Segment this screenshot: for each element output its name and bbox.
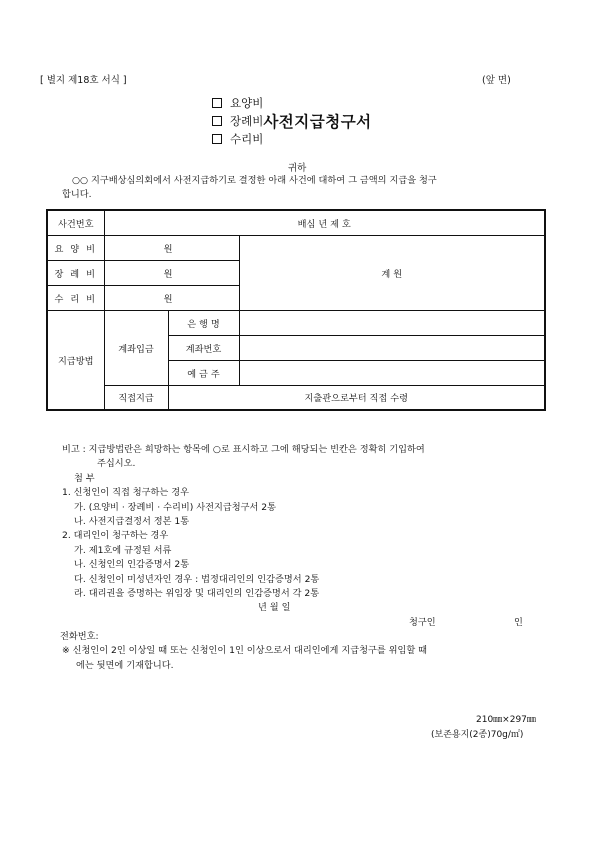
- account-holder-label: 예 금 주: [168, 360, 239, 385]
- checkbox-funeral[interactable]: [212, 116, 222, 126]
- addressee: 귀하: [288, 163, 307, 174]
- intro-paragraph: [62, 174, 540, 202]
- attach-item-2b: 나. 신청인의 인감증명서 2통: [74, 559, 190, 571]
- page-title: 사전지급청구서: [263, 113, 372, 131]
- care-cost-field[interactable]: 원: [104, 235, 239, 260]
- funeral-cost-label: 장 례 비: [47, 260, 104, 285]
- attach-item-2: 2. 대리인이 청구하는 경우: [62, 530, 169, 542]
- title-item-repair: 수리비: [230, 132, 264, 146]
- title-item-funeral: 장례비: [230, 114, 264, 128]
- total-field[interactable]: 계 원: [239, 235, 545, 310]
- case-no-label: 사건번호: [47, 210, 104, 235]
- page-side: (앞 면): [482, 75, 511, 86]
- paper-size: 210㎜×297㎜: [476, 715, 536, 725]
- account-holder-field[interactable]: [239, 360, 545, 385]
- phone-label[interactable]: 전화번호:: [60, 630, 99, 642]
- checkbox-repair[interactable]: [212, 134, 222, 144]
- intro-line-2: 합니다.: [62, 189, 92, 200]
- direct-payment-option[interactable]: 직접지급: [104, 385, 168, 410]
- repair-cost-field[interactable]: 원: [104, 285, 239, 310]
- case-no-field[interactable]: 배심 년 제 호: [104, 210, 545, 235]
- attach-item-1: 1. 신청인이 직접 청구하는 경우: [62, 487, 189, 499]
- title-block: [212, 94, 372, 148]
- attach-item-1b: 나. 사전지급결정서 정본 1통: [74, 516, 190, 528]
- attach-item-2d: 라. 대리권을 증명하는 위임장 및 대리인의 인감증명서 각 2통: [74, 588, 320, 600]
- intro-line-1: ○○ 지구배상심의회에서 사전지급하기로 결정한 아래 사건에 대하여 그 금액의 지급을 청구: [72, 175, 437, 186]
- direct-payment-field: 지출관으로부터 직접 수령: [168, 385, 545, 410]
- seal-mark: 인: [514, 616, 523, 628]
- claimant-label: 청구인: [409, 616, 436, 628]
- repair-cost-label: 수 리 비: [47, 285, 104, 310]
- remark-line-2: 주십시오.: [97, 458, 136, 470]
- claim-form-table: [46, 209, 546, 411]
- payment-method-label: 지급방법: [47, 310, 104, 410]
- attach-item-2c: 다. 신청인이 미성년자인 경우 : 법정대리인의 인감증명서 2통: [74, 573, 320, 585]
- attach-item-1a: 가. (요양비 · 장례비 · 수리비) 사전지급청구서 2통: [74, 501, 276, 513]
- note-line-1: ※ 신청인이 2인 이상일 때 또는 신청인이 1인 이상으로서 대리인에게 지급청구를 위임할 때: [62, 645, 428, 657]
- form-number: [ 별지 제18호 서식 ]: [40, 75, 127, 86]
- note-line-2: 에는 뒷면에 기재합니다.: [76, 659, 174, 671]
- title-item-care: 요양비: [230, 96, 264, 110]
- remark-line-1: 비고 : 지급방법란은 희망하는 항목에 ○로 표시하고 그에 해당되는 빈칸은 정확히 기입하여: [62, 444, 425, 455]
- bank-name-field[interactable]: [239, 310, 545, 335]
- funeral-cost-field[interactable]: 원: [104, 260, 239, 285]
- attachments-heading: 첨 부: [74, 472, 95, 484]
- attach-item-2a: 가. 제1호에 규정된 서류: [74, 544, 172, 556]
- bank-transfer-option[interactable]: 계좌입금: [104, 310, 168, 385]
- account-number-label: 계좌번호: [168, 335, 239, 360]
- bank-name-label: 은 행 명: [168, 310, 239, 335]
- paper-spec: (보존용지(2종)70g/㎡): [431, 730, 524, 740]
- checkbox-care[interactable]: [212, 98, 222, 108]
- account-number-field[interactable]: [239, 335, 545, 360]
- notes-section: [62, 443, 542, 673]
- date-line[interactable]: 년 월 일: [258, 602, 291, 614]
- care-cost-label: 요 양 비: [47, 235, 104, 260]
